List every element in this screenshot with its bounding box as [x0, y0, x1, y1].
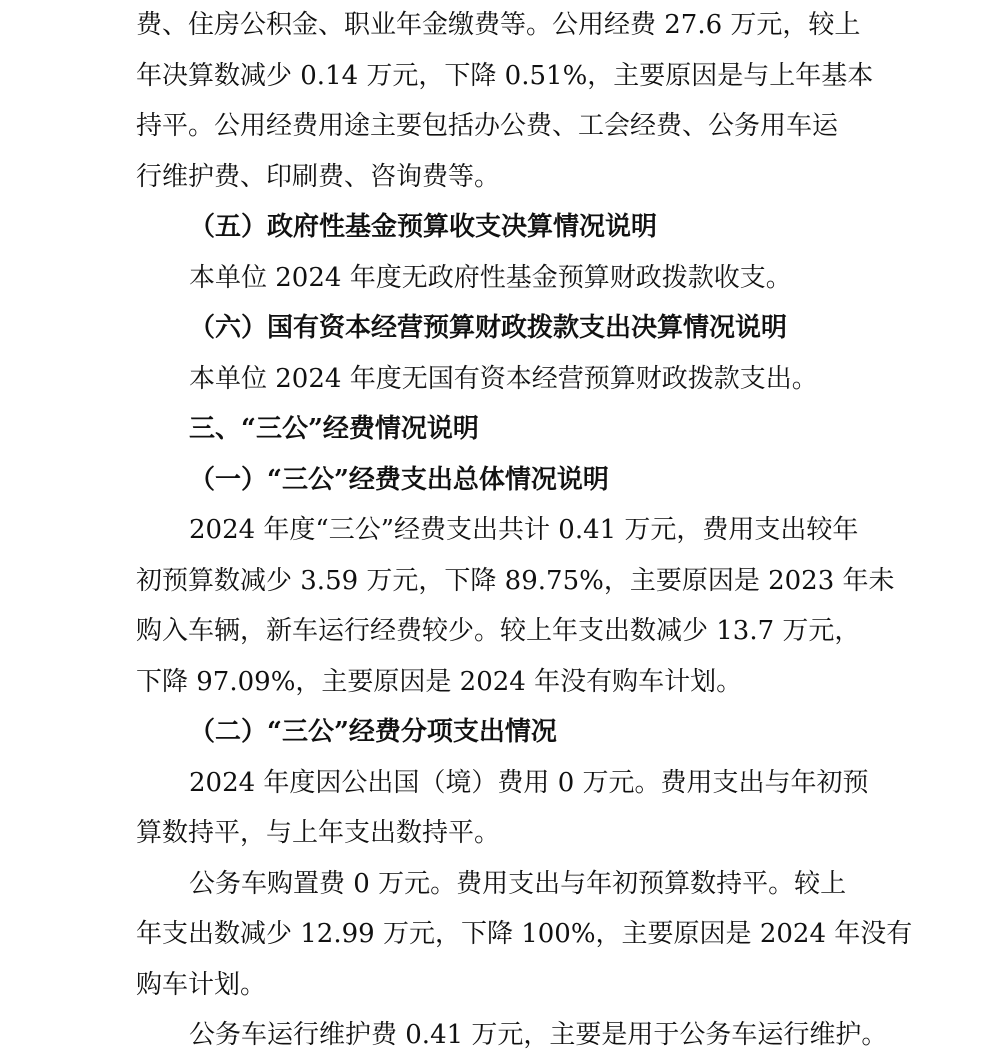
paragraph-line: 算数持平，与上年支出数持平。 — [136, 818, 501, 848]
paragraph-line: 费、住房公积金、职业年金缴费等。公用经费 27.6 万元，较上 — [136, 10, 861, 40]
paragraph-line: 购入车辆，新车运行经费较少。较上年支出数减少 13.7 万元， — [136, 616, 861, 646]
paragraph-line: 本单位 2024 年度无国有资本经营预算财政拨款支出。 — [189, 364, 818, 394]
paragraph-line: 公务车运行维护费 0.41 万元，主要是用于公务车运行维护。 — [189, 1020, 888, 1050]
paragraph-line: 公务车购置费 0 万元。费用支出与年初预算数持平。较上 — [189, 869, 847, 899]
section-heading: （五）政府性基金预算收支决算情况说明 — [189, 212, 658, 242]
paragraph-line: 下降 97.09%，主要原因是 2024 年没有购车计划。 — [136, 667, 743, 697]
paragraph-line: 年支出数减少 12.99 万元，下降 100%，主要原因是 2024 年没有 — [136, 919, 913, 949]
paragraph-line: 年决算数减少 0.14 万元，下降 0.51%，主要原因是与上年基本 — [136, 61, 874, 91]
paragraph-line: 行维护费、印刷费、咨询费等。 — [136, 162, 501, 192]
paragraph-line: 持平。公用经费用途主要包括办公费、工会经费、公务用车运 — [136, 111, 839, 141]
paragraph-line: 2024 年度“三公”经费支出共计 0.41 万元，费用支出较年 — [189, 515, 859, 545]
paragraph-line: 初预算数减少 3.59 万元，下降 89.75%，主要原因是 2023 年未 — [136, 566, 895, 596]
section-heading: （二）“三公”经费分项支出情况 — [189, 717, 557, 747]
paragraph-line: 购车计划。 — [136, 970, 267, 1000]
section-heading: （一）“三公”经费支出总体情况说明 — [189, 465, 609, 495]
paragraph-line: 2024 年度因公出国（境）费用 0 万元。费用支出与年初预 — [189, 768, 869, 798]
chapter-heading: 三、“三公”经费情况说明 — [189, 414, 479, 444]
paragraph-line: 本单位 2024 年度无政府性基金预算财政拨款收支。 — [189, 263, 792, 293]
section-heading: （六）国有资本经营预算财政拨款支出决算情况说明 — [189, 313, 788, 343]
